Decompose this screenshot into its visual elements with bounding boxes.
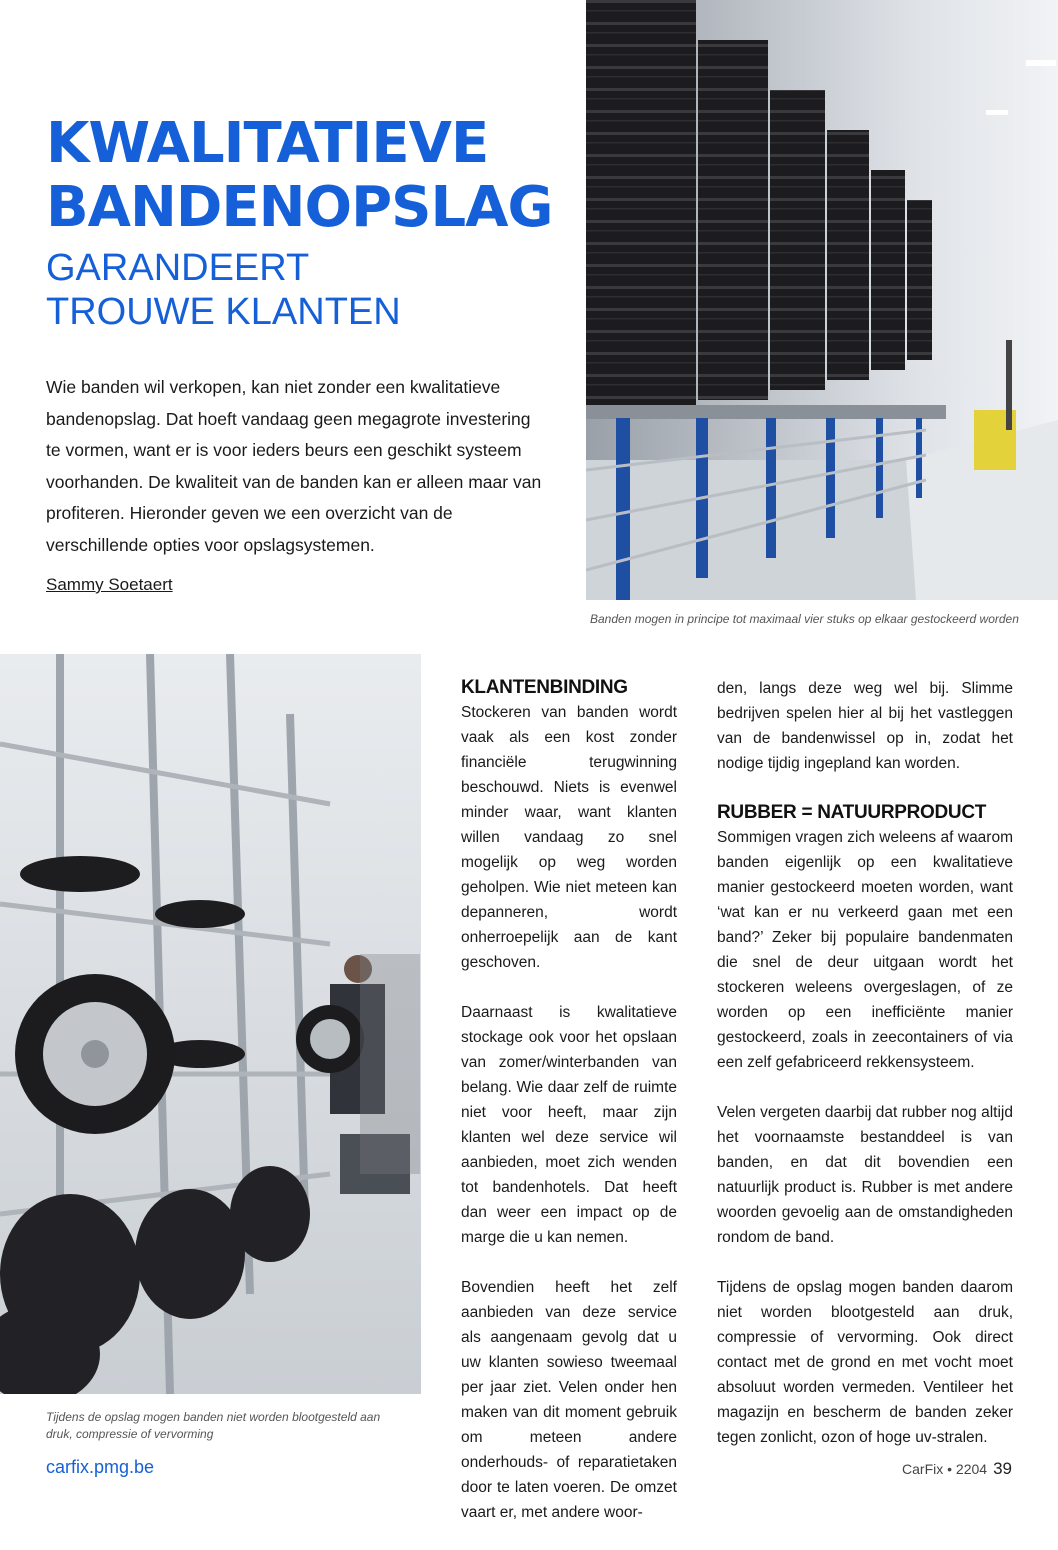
body-paragraph: Bovendien heeft het zelf aanbieden van deze service als aangenaam gevolg dat u uw klanten sowieso tweemaal per jaar ziet. Velen onder hen maken van dit moment gebruik om meteen andere onderhouds- of reparatietaken door te laten voeren. De omzet vaart er, met andere woor-	[461, 1279, 677, 1521]
page-number: 39	[993, 1459, 1012, 1478]
section-heading-rubber: RUBBER = NATUURPRODUCT	[717, 802, 987, 823]
title-line-2: BANDENOPSLAG	[46, 175, 553, 240]
body-column-1	[461, 676, 677, 1550]
body-paragraph-continuation: den, langs deze weg wel bij. Slimme bedrijven spelen hier al bij het vastleggen van de bandenwissel op in, zodat het nodige tijdig ingepland kan worden.	[717, 680, 1013, 772]
tire-hotel-shelving-photo	[0, 654, 421, 1394]
body-paragraph: Daarnaast is kwalitatieve stockage ook voor het opslaan van zomer/winterbanden van belang. Wie daar zelf de ruimte niet voor heeft, maar zijn klanten wel deze service wil aanbieden, moet zich wenden tot bandenhotels. Dat heeft dan weer een impact op de marge die u kan nemen.	[461, 1004, 677, 1246]
warehouse-tire-rack-photo	[586, 0, 1058, 600]
article-title	[46, 112, 552, 240]
subtitle-line-2: TROUWE KLANTEN	[46, 291, 401, 333]
article-subtitle	[46, 246, 401, 334]
body-paragraph: Sommigen vragen zich weleens af waarom banden eigenlijk op een kwalitatieve manier gestockeerd moeten worden, want ‘wat kan er nu verkeerd gaan met een band?’ Zeker bij populaire bandenmaten die snel de deur uitgaan wordt het stockeren weleens overgeslagen, of ze worden op een inefficiënte manier gestockeerd, zoals in zeecontainers of via een zelf gefabriceerd rekkensysteem.	[717, 829, 1013, 1071]
title-line-1: KWALITATIEVE	[46, 111, 489, 176]
footer-issue-info	[902, 1459, 1012, 1479]
section-heading-klantenbinding: KLANTENBINDING	[461, 677, 628, 698]
subtitle-line-1: GARANDEERT	[46, 247, 310, 289]
author-byline: Sammy Soetaert	[46, 575, 173, 594]
body-column-2	[717, 676, 1013, 1475]
body-paragraph: Tijdens de opslag mogen banden daarom niet worden blootgesteld aan druk, compressie of vervorming. Ook direct contact met de grond en met vocht moet absoluut worden vermeden. Ventileer het magazijn en bescherm de banden zeker tegen zonlicht, ozon of hoge uv-stralen.	[717, 1279, 1013, 1446]
intro-paragraph: Wie banden wil verkopen, kan niet zonder een kwalitatieve bandenopslag. Dat hoeft vandaag geen megagrote investering te vormen, want er is voor ieders beurs een geschikt systeem voorhanden. De kwaliteit van de banden kan er alleen maar van profiteren. Hieronder geven we een overzicht van de verschillende opties voor opslagsystemen.	[46, 377, 542, 555]
magazine-issue: CarFix • 2204	[902, 1461, 988, 1477]
body-paragraph: Stockeren van banden wordt vaak als een kost zonder financiële terugwinning beschouwd. Niets is evenwel minder waar, want klanten willen vandaag zo snel mogelijk op weg worden geholpen. Wie niet meteen kan depanneren, wordt onherroepelijk aan de kant geschoven.	[461, 704, 677, 971]
body-paragraph: Velen vergeten daarbij dat rubber nog altijd het voornaamste bestanddeel is van banden, en dat dit bovendien een natuurlijk product is. Rubber is met andere woorden gevoelig aan de omstandigheden rondom de band.	[717, 1104, 1013, 1246]
left-photo-caption: Tijdens de opslag mogen banden niet worden blootgesteld aan druk, compressie of vervorming	[46, 1410, 381, 1441]
footer-website-link[interactable]: carfix.pmg.be	[46, 1457, 155, 1477]
top-photo-caption: Banden mogen in principe tot maximaal vier stuks op elkaar gestockeerd worden	[590, 612, 1019, 626]
